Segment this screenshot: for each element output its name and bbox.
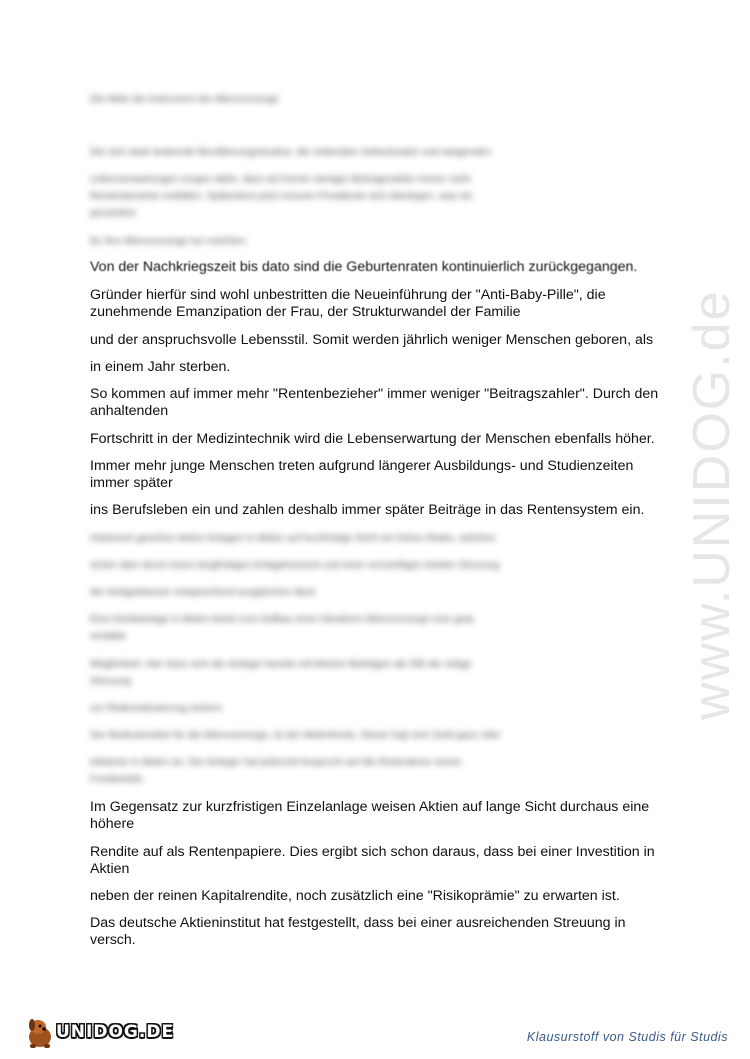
text-line: und der anspruchsvolle Lebensstil. Somit werden jährlich weniger Menschen geboren, als: [90, 332, 654, 348]
blurred-line: der Anlageklassen entsprechend ausgleichen lässt.: [90, 587, 318, 598]
blurred-title: Die Aktie als Instrument der Altersvorsorge: [90, 94, 279, 105]
blurred-line: Möglichkeit. Hier kann sich der Anleger bereits mit kleinen Beiträgen ab 25€ die nötige: [90, 659, 472, 670]
text-line: immer später: [90, 475, 173, 491]
blurred-line: rentable: [90, 631, 127, 642]
blurred-line: Eine Direktanlage in Aktien bietet zum Aufbau einer lukrativen Altersvorsorge eine gute,: [90, 614, 477, 625]
text-line: Im Gegensatz zur kurzfristigen Einzelanlage weisen Aktien auf lange Sicht durchaus eine: [90, 799, 650, 815]
text-line: Rendite auf als Rentenpapiere. Dies ergibt sich schon daraus, dass bei einer Investition in: [90, 844, 655, 860]
blurred-line: persönlich: [90, 208, 136, 219]
text-line: So kommen auf immer mehr "Rentenbezieher" immer weniger "Beitragszahler". Durch den: [90, 386, 659, 402]
blurred-line: Streuung: [90, 676, 131, 687]
partially-blurred-line: Von der Nachkriegszeit bis dato sind die Geburtenraten kontinuierlich zurückgegangen.: [90, 259, 638, 275]
text-line: Immer mehr junge Menschen treten aufgrund längerer Ausbildungs- und Studienzeiten: [90, 458, 634, 474]
blurred-line: für ihre Altersvorsorge tun möchten.: [90, 236, 249, 247]
blurred-line: Die sich stark ändernde Bevölkerungsstruktur, die sinkenden Geburtsraten und steigenden: [90, 147, 491, 158]
footer-tagline: Klausurstoff von Studis für Studis: [526, 1030, 728, 1044]
text-line: Gründer hierfür sind wohl unbestritten die Neueinführung der "Anti-Baby-Pille", die: [90, 287, 606, 303]
text-line: zunehmende Emanzipation der Frau, der Strukturwandel der Familie: [90, 304, 521, 320]
text-line: anhaltenden: [90, 403, 169, 419]
text-line: Das deutsche Aktieninstitut hat festgestellt, dass bei einer ausreichenden Streuung in: [90, 915, 626, 931]
blurred-line: Der Bedeutendste für die Altersvorsorge, ist der Aktienfonds. Dieser legt sein Geld ganz oder: [90, 730, 501, 741]
text-line: ins Berufsleben ein und zahlen deshalb immer später Beiträge in das Rentensystem ein.: [90, 502, 645, 518]
text-line: versch.: [90, 932, 136, 948]
text-line: neben der reinen Kapitalrendite, noch zusätzlich eine "Risikoprämie" zu erwarten ist.: [90, 888, 620, 904]
text-line: Aktien: [90, 861, 130, 877]
text-line: in einem Jahr sterben.: [90, 359, 231, 375]
blurred-line: Fondanteile.: [90, 774, 146, 785]
text-line: höhere: [90, 816, 135, 832]
blurred-line: zur Risikoreduzierung sichern.: [90, 703, 225, 714]
blurred-line: Rentenbezieher entfallen. Spätestens jetzt müssen Privatleute sich überlegen, was sie: [90, 191, 473, 202]
blurred-line: sicher aber durch einen langfristigen Anlagehorizont und einer vernünftigen breiten Streuung: [90, 560, 500, 571]
site-logo-text[interactable]: UNIDOG.DE: [56, 1022, 175, 1042]
text-line: Fortschritt in der Medizintechnik wird die Lebenserwartung der Menschen ebenfalls höher.: [90, 431, 655, 447]
watermark-text: www.UNIDOG.de: [683, 289, 741, 720]
blurred-line: Lebenserwartungen sorgen dafür, dass auf immer weniger Beitragszahler immer mehr: [90, 174, 472, 185]
blurred-line: teilweise in Aktien an. Der Anleger hat jederzeit Anspruch auf die Rücknahme seiner: [90, 757, 462, 768]
blurred-line: Historisch gesehen bieten Anlagen in Aktien auf kurzfristige Sicht ein hohes Risiko, welches: [90, 533, 496, 544]
